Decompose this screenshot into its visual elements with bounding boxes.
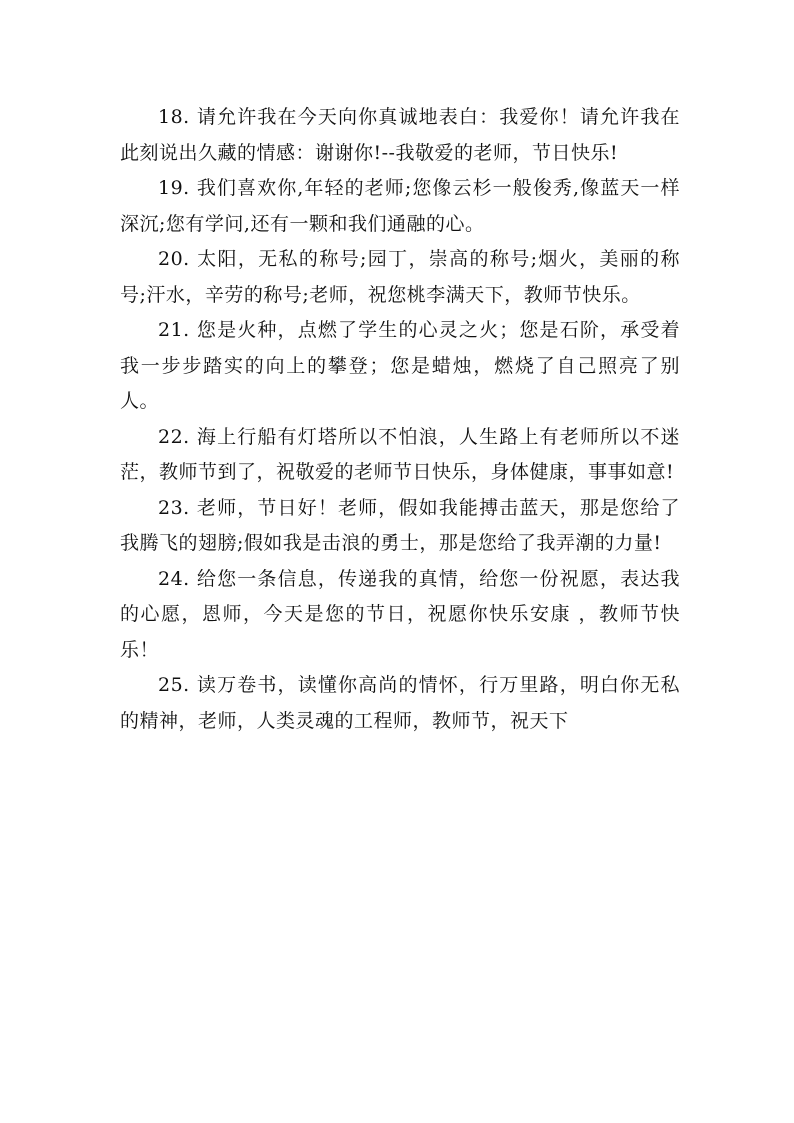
paragraph-22: 22. 海上行船有灯塔所以不怕浪，人生路上有老师所以不迷茫，教师节到了，祝敬爱的老师节日快乐，身体健康，事事如意! <box>120 425 680 483</box>
document-page <box>120 100 680 739</box>
paragraph-24: 24. 给您一条信息，传递我的真情，给您一份祝愿，表达我的心愿，恩师，今天是您的节日，祝愿你快乐安康 ，教师节快乐！ <box>120 567 680 661</box>
paragraph-20: 20. 太阳，无私的称号;园丁，崇高的称号;烟火，美丽的称号;汗水，辛劳的称号;老师，祝您桃李满天下，教师节快乐。 <box>120 248 680 306</box>
paragraph-25: 25. 读万卷书，读懂你高尚的情怀，行万里路，明白你无私的精神，老师，人类灵魂的工程师，教师节，祝天下 <box>120 674 680 732</box>
paragraph-21: 21. 您是火种，点燃了学生的心灵之火；您是石阶，承受着我一步步踏实的向上的攀登；您是蜡烛，燃烧了自己照亮了别人。 <box>120 319 680 412</box>
paragraph-19: 19. 我们喜欢你,年轻的老师;您像云杉一般俊秀,像蓝天一样深沉;您有学问,还有一颗和我们通融的心。 <box>120 177 680 235</box>
paragraph-23: 23. 老师，节日好！老师，假如我能搏击蓝天，那是您给了我腾飞的翅膀;假如我是击浪的勇士，那是您给了我弄潮的力量! <box>120 496 680 554</box>
paragraph-18: 18. 请允许我在今天向你真诚地表白：我爱你！请允许我在此刻说出久藏的情感：谢谢你!--我敬爱的老师，节日快乐! <box>120 106 680 164</box>
